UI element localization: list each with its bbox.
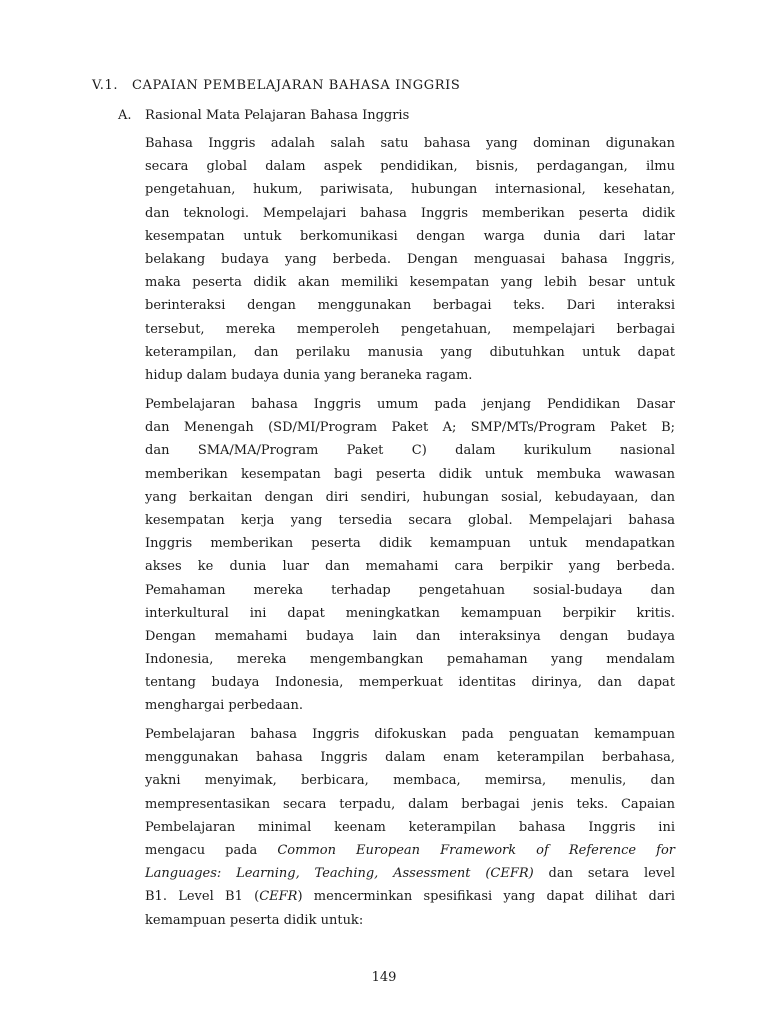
paragraph-line: yakni menyimak, berbicara, membaca, memirsa, menulis, dan: [145, 773, 675, 789]
paragraph-line: secara global dalam aspek pendidikan, bisnis, perdagangan, ilmu: [145, 159, 675, 175]
paragraph-line: tentang budaya Indonesia, memperkuat identitas dirinya, dan dapat: [145, 675, 675, 691]
paragraph-line: berinteraksi dengan menggunakan berbagai teks. Dari interaksi: [145, 298, 675, 314]
paragraph-line: Indonesia, mereka mengembangkan pemahaman yang mendalam: [145, 652, 675, 668]
paragraph-line: [145, 839, 675, 862]
paragraph-line: dan teknologi. Mempelajari bahasa Inggris memberikan peserta didik: [145, 205, 675, 221]
paragraph-line: Inggris memberikan peserta didik kemampuan untuk mendapatkan: [145, 536, 675, 552]
paragraph-line: Bahasa Inggris adalah salah satu bahasa yang dominan digunakan: [145, 136, 675, 151]
paragraph-line: memberikan kesempatan bagi peserta didik untuk membuka wawasan: [145, 466, 675, 482]
paragraph-line: dan SMA/MA/Program Paket C) dalam kurikulum nasional: [145, 443, 675, 459]
subsection-heading: [118, 108, 409, 123]
page-number: 149: [371, 970, 397, 985]
paragraph-1: [145, 132, 675, 387]
italic-text-run: Languages: Learning, Teaching, Assessment (CEFR): [145, 866, 534, 882]
section-number: V.1.: [92, 78, 119, 93]
paragraph-line: belakang budaya yang berbeda. Dengan menguasai bahasa Inggris,: [145, 251, 675, 267]
paragraph-2: [145, 393, 675, 718]
paragraph-line: Pembelajaran minimal keenam keterampilan bahasa Inggris ini: [145, 819, 675, 835]
text-run: B1. Level B1 (: [145, 889, 260, 905]
paragraph-line: pengetahuan, hukum, pariwisata, hubungan internasional, kesehatan,: [145, 182, 675, 198]
paragraph-line: mempresentasikan secara terpadu, dalam berbagai jenis teks. Capaian: [145, 796, 675, 812]
paragraph-line: [145, 862, 675, 885]
italic-text-run: CEFR: [259, 889, 298, 905]
text-run: ) mencerminkan spesifikasi yang dapat dilihat dari: [297, 889, 675, 905]
paragraph-line: maka peserta didik akan memiliki kesempatan yang lebih besar untuk: [145, 275, 675, 291]
paragraph-line: tersebut, mereka memperoleh pengetahuan, mempelajari berbagai: [145, 321, 675, 337]
paragraph-line: akses ke dunia luar dan memahami cara berpikir yang berbeda.: [145, 559, 675, 575]
paragraph-line: keterampilan, dan perilaku manusia yang dibutuhkan untuk dapat: [145, 344, 675, 360]
paragraph-line: hidup dalam budaya dunia yang beraneka ragam.: [145, 367, 473, 383]
paragraph-line: Pembelajaran bahasa Inggris difokuskan pada penguatan kemampuan: [145, 727, 675, 742]
text-run: mengacu pada: [145, 842, 278, 858]
paragraph-line: menggunakan bahasa Inggris dalam enam keterampilan berbahasa,: [145, 750, 675, 766]
section-title: CAPAIAN PEMBELAJARAN BAHASA INGGRIS: [132, 78, 461, 93]
paragraph-line: interkultural ini dapat meningkatkan kemampuan berpikir kritis.: [145, 605, 675, 621]
paragraph-line: yang berkaitan dengan diri sendiri, hubungan sosial, kebudayaan, dan: [145, 489, 675, 505]
paragraph-line: kesempatan untuk berkomunikasi dengan warga dunia dari latar: [145, 228, 675, 244]
paragraph-line: dan Menengah (SD/MI/Program Paket A; SMP/MTs/Program Paket B;: [145, 420, 675, 436]
section-heading: [92, 78, 460, 93]
paragraph-line: kesempatan kerja yang tersedia secara global. Mempelajari bahasa: [145, 512, 675, 528]
text-run: dan setara level: [533, 866, 675, 882]
paragraph-line: [145, 885, 675, 908]
subsection-letter: A.: [118, 108, 132, 123]
italic-text-run: Common European Framework of Reference for: [277, 842, 675, 858]
paragraph-line: menghargai perbedaan.: [145, 698, 303, 714]
paragraph-3: [145, 723, 675, 932]
paragraph-line: Pemahaman mereka terhadap pengetahuan sosial-budaya dan: [145, 582, 675, 598]
paragraph-line: Pembelajaran bahasa Inggris umum pada jenjang Pendidikan Dasar: [145, 397, 675, 412]
paragraph-line: kemampuan peserta didik untuk:: [145, 912, 364, 928]
subsection-title: Rasional Mata Pelajaran Bahasa Inggris: [145, 108, 410, 123]
paragraph-line: Dengan memahami budaya lain dan interaksinya dengan budaya: [145, 628, 675, 644]
